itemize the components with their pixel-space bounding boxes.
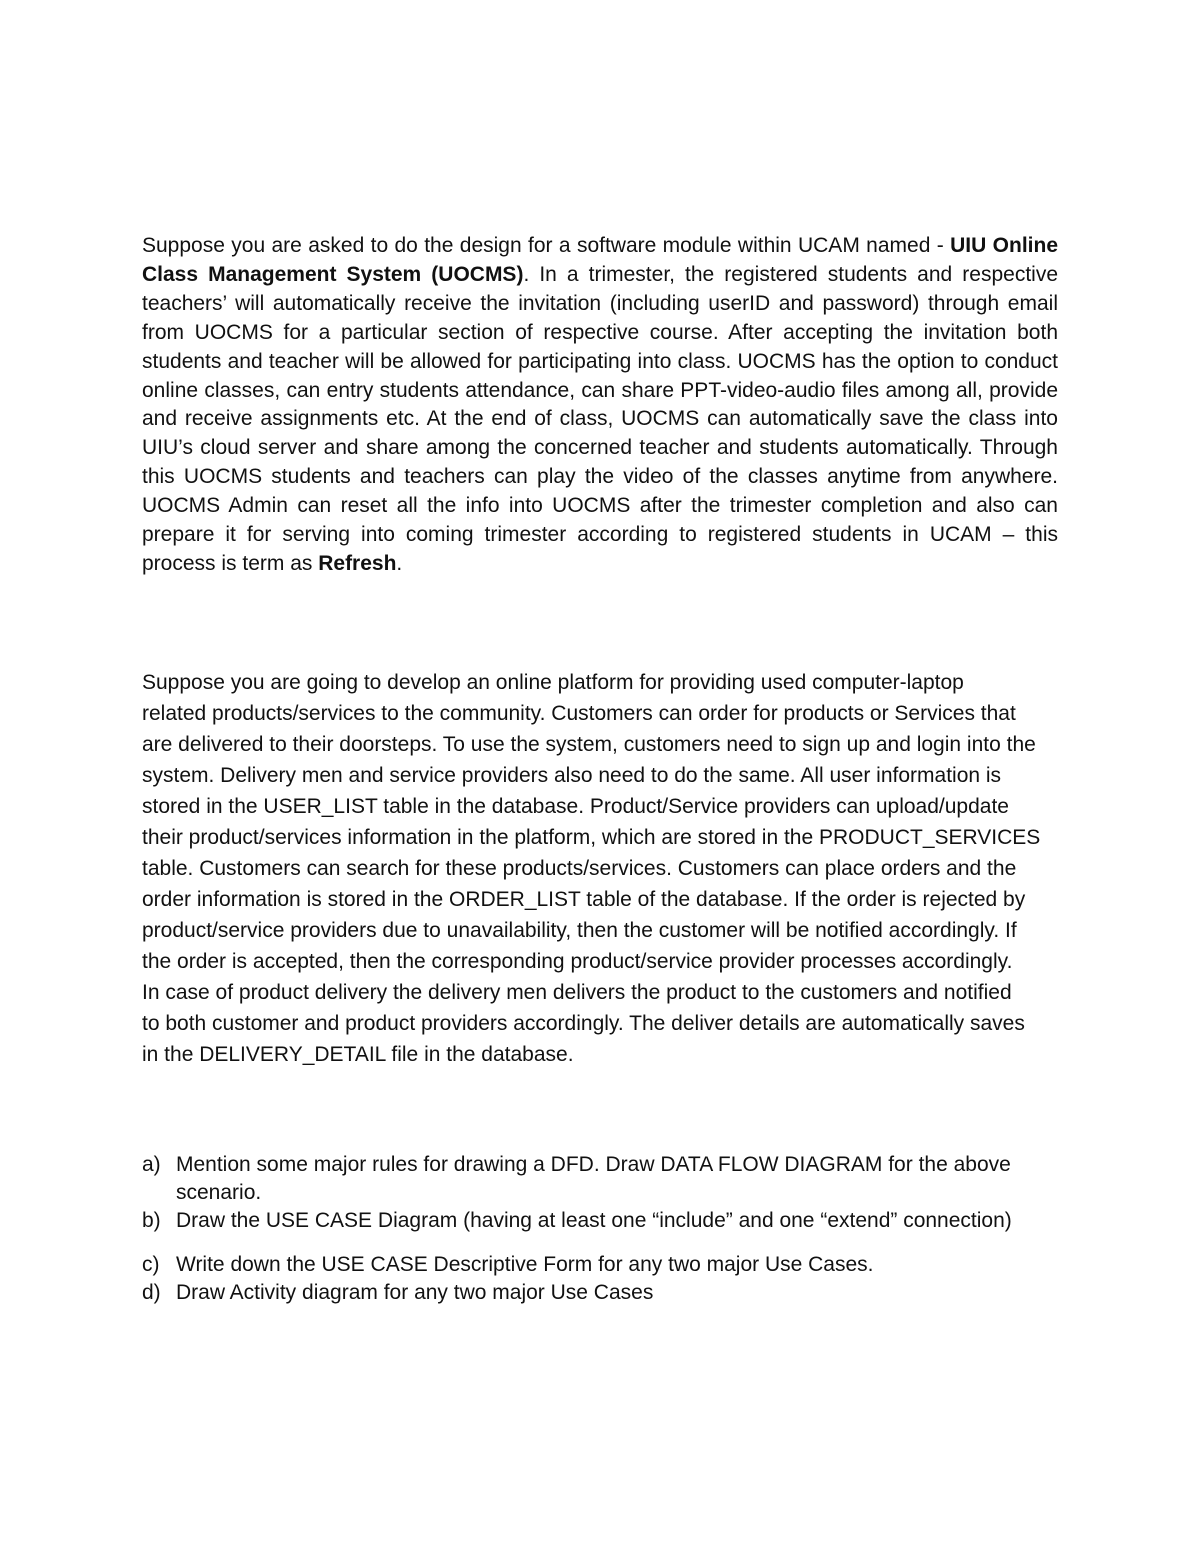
question-marker: c) bbox=[142, 1253, 160, 1276]
question-b bbox=[142, 1207, 1058, 1235]
scenario-2-paragraph bbox=[142, 667, 1058, 1070]
question-marker: b) bbox=[142, 1209, 161, 1232]
question-d bbox=[142, 1279, 1058, 1307]
question-text: Mention some major rules for drawing a DFD. Draw DATA FLOW DIAGRAM for the above scenario. bbox=[176, 1153, 1011, 1204]
question-c bbox=[142, 1251, 1058, 1279]
scenario-2-line: stored in the USER_LIST table in the database. Product/Service providers can upload/update bbox=[142, 795, 1009, 818]
scenario-1-intro: Suppose you are asked to do the design for a software module within UCAM named - bbox=[142, 234, 951, 257]
scenario-2-line: Suppose you are going to develop an online platform for providing used computer-laptop bbox=[142, 671, 964, 694]
scenario-1-term: Refresh bbox=[318, 551, 397, 575]
scenario-2-line: their product/services information in the platform, which are stored in the PRODUCT_SERVICES bbox=[142, 826, 1041, 849]
scenario-1-system-name: UIU Online Class Management System (UOCMS) bbox=[142, 234, 1058, 286]
scenario-2-line: in the DELIVERY_DETAIL file in the database. bbox=[142, 1043, 574, 1066]
scenario-2-line: table. Customers can search for these products/services. Customers can place orders and the bbox=[142, 857, 1017, 880]
scenario-2-line: product/service providers due to unavailability, then the customer will be notified accordingly. If bbox=[142, 919, 1017, 942]
scenario-1-paragraph bbox=[142, 232, 1058, 579]
question-marker: a) bbox=[142, 1153, 161, 1176]
question-text: Draw Activity diagram for any two major Use Cases bbox=[176, 1281, 654, 1304]
question-marker: d) bbox=[142, 1281, 161, 1304]
scenario-2-line: order information is stored in the ORDER_LIST table of the database. If the order is rejected by bbox=[142, 888, 1026, 911]
question-text: Write down the USE CASE Descriptive Form for any two major Use Cases. bbox=[176, 1253, 874, 1276]
scenario-2-line: are delivered to their doorsteps. To use the system, customers need to sign up and login into the bbox=[142, 733, 1036, 756]
scenario-2-line: system. Delivery men and service providers also need to do the same. All user information is bbox=[142, 764, 1002, 787]
scenario-2-line: related products/services to the community. Customers can order for products or Services that bbox=[142, 702, 1016, 725]
question-text: Draw the USE CASE Diagram (having at least one “include” and one “extend” connection) bbox=[176, 1209, 1012, 1232]
scenario-1-body: . In a trimester, the registered students and respective teachers’ will automatically receive the invitation (including userID and password) through email from UOCMS for a particular section of respective course. After accepting the invitation both students and teacher will be allowed for participating into class. UOCMS has the option to conduct online classes, can entry students attendance, can share PPT-video-audio files among all, provide and receive assignments etc. At the end of class, UOCMS can automatically save the class into UIU’s cloud server and share among the concerned teacher and students automatically. Through this UOCMS students and teachers can play the video of the classes anytime from anywhere. UOCMS Admin can reset all the info into UOCMS after the trimester completion and also can prepare it for serving into coming trimester according to registered students in UCAM – this process is term as bbox=[142, 262, 1058, 575]
scenario-2-line: the order is accepted, then the corresponding product/service provider processes accordingly. bbox=[142, 950, 1013, 973]
scenario-2-line: to both customer and product providers accordingly. The deliver details are automatically saves bbox=[142, 1012, 1025, 1035]
question-a bbox=[142, 1151, 1058, 1207]
scenario-2-line: In case of product delivery the delivery men delivers the product to the customers and notified bbox=[142, 981, 1012, 1004]
question-list bbox=[142, 1151, 1058, 1307]
scenario-1-end: . bbox=[396, 551, 403, 575]
